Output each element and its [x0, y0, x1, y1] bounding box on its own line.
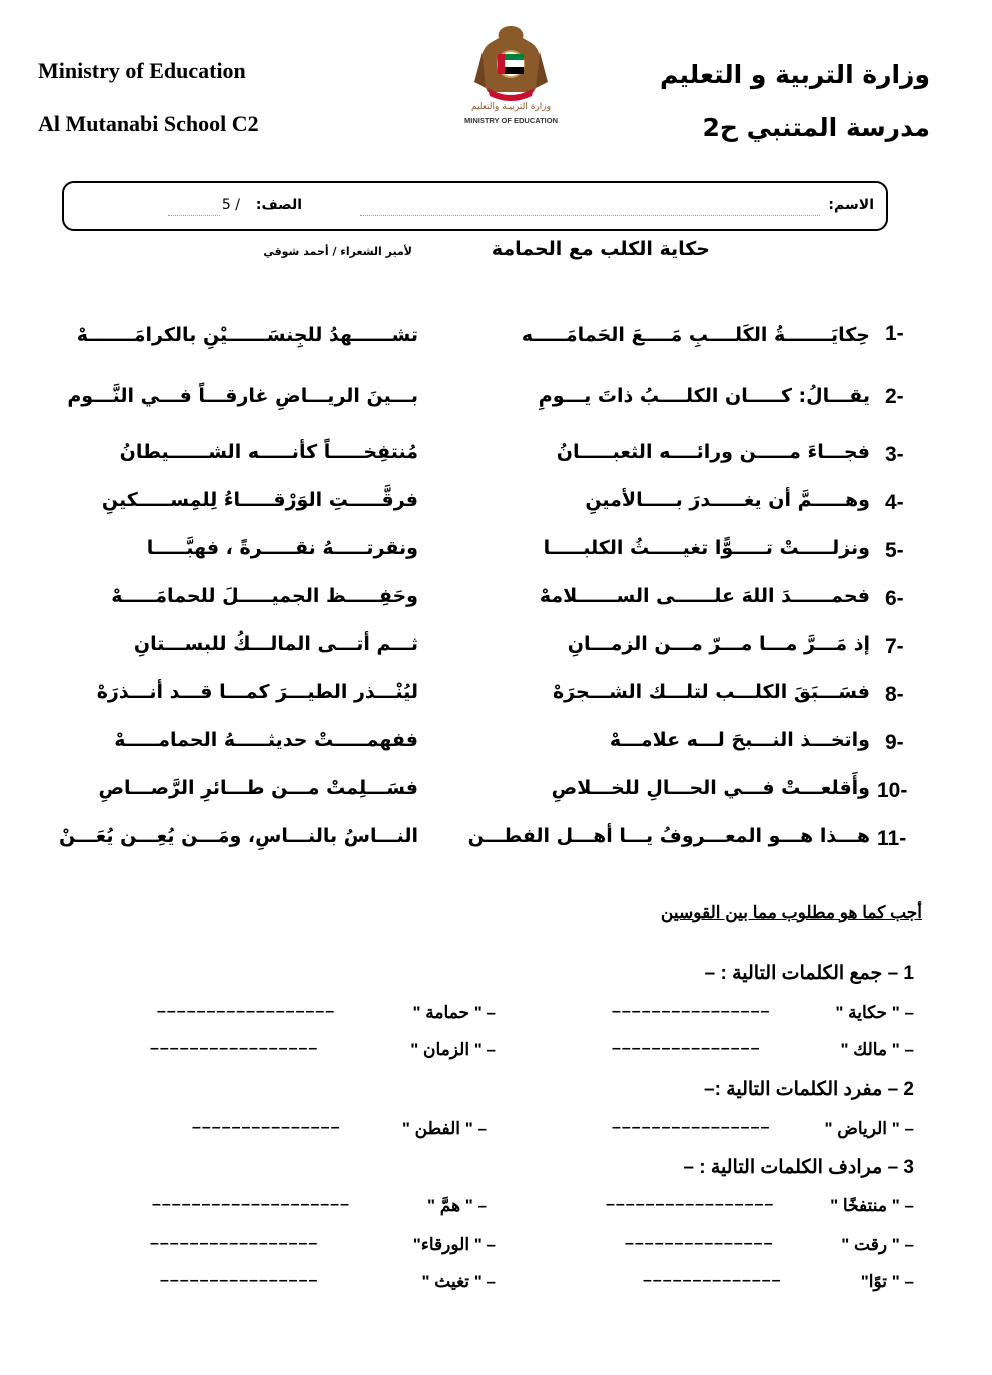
- answer-blank[interactable]: ––––––––––––––––: [612, 1119, 771, 1136]
- verse-number: 2-: [885, 385, 904, 408]
- class-value: 5 /: [221, 197, 240, 213]
- name-label: الاسم:: [828, 197, 874, 213]
- verse-number: 9-: [885, 731, 904, 754]
- verse-number: 5-: [885, 539, 904, 562]
- school-name-ar: مدرسة المتنبي ح2: [702, 113, 930, 142]
- answer-blank[interactable]: ––––––––––––––––: [160, 1272, 319, 1289]
- answer-blank[interactable]: –––––––––––––––––: [606, 1196, 775, 1213]
- verse-second-hemistich: ثـــم أتـــى المالـــكُ للبســـتانِ: [133, 633, 418, 655]
- answer-blank[interactable]: ––––––––––––––: [643, 1272, 782, 1289]
- poem-title: حكاية الكلب مع الحمامة: [491, 238, 710, 260]
- verse-second-hemistich: تشــــــهدُ للجِنسَــــــيْنِ بالكرامَـــــــهْ: [76, 324, 418, 346]
- question-3-title: 3 – مرادف الكلمات التالية : –: [683, 1157, 914, 1178]
- q3-word: – " تغيث ": [421, 1272, 496, 1291]
- ministry-logo: [452, 22, 570, 130]
- ministry-name-ar: وزارة التربية و التعليم: [659, 60, 930, 89]
- verse-first-hemistich: هـــذا هـــو المعـــروفُ يـــا أهـــل الفطـــن: [467, 825, 870, 847]
- school-name-en: Al Mutanabi School C2: [38, 111, 259, 136]
- verse-second-hemistich: ونقرتـــــهُ نقـــــرةً ، فهبَّـــــا: [146, 537, 418, 559]
- answer-blank[interactable]: –––––––––––––––––: [150, 1040, 319, 1057]
- exercise-instruction: أجب كما هو مطلوب مما بين القوسين: [660, 903, 922, 922]
- verse-first-hemistich: فجـــاءَ مـــــن ورائــــه الثعبـــــانُ: [556, 441, 870, 463]
- verse-second-hemistich: فسَـــلِمتْ مـــن طـــائرِ الرَّصـــاصِ: [98, 777, 418, 799]
- q1-word: – " مالك ": [840, 1040, 914, 1059]
- verse-first-hemistich: إذ مَـــرَّ مـــا مـــرّ مـــن الزمـــانِ: [567, 633, 870, 655]
- student-info-box: [62, 181, 888, 231]
- question-1-title: 1 – جمع الكلمات التالية : –: [704, 963, 914, 984]
- logo-caption-en: MINISTRY OF EDUCATION: [463, 116, 559, 125]
- verse-second-hemistich: وحَفِـــــظ الجميـــــلَ للحمامَـــــهْ: [111, 585, 418, 607]
- q1-word: – " حكاية ": [835, 1003, 914, 1022]
- verse-number: 8-: [885, 683, 904, 706]
- verse-second-hemistich: ليُنْـــذر الطيـــرَ كمـــا قـــد أنـــذرَهْ: [96, 681, 418, 703]
- verse-second-hemistich: ففهمـــــتْ حديثـــــهُ الحمامـــــهْ: [114, 729, 418, 751]
- q2-word: – " الرياض ": [824, 1119, 914, 1138]
- name-field[interactable]: [360, 215, 820, 216]
- question-2-title: 2 – مفرد الكلمات التالية :–: [704, 1079, 914, 1100]
- verse-second-hemistich: بـــينَ الريـــاضِ غارقـــاً فـــي النَّـــوم: [67, 385, 418, 407]
- logo-caption-ar: وزارة التربيـة والتعليم: [471, 102, 551, 112]
- verse-number: 1-: [885, 322, 904, 345]
- q3-word: – " رقت ": [841, 1235, 914, 1254]
- verse-first-hemistich: وهـــــمَّ أن يغـــــدرَ بـــــالأمينِ: [585, 489, 870, 511]
- verse-first-hemistich: حِكايَـــــــةُ الكَلــــبِ مَــــعَ الحَمامَـــــه: [521, 324, 870, 346]
- answer-blank[interactable]: ––––––––––––––––: [612, 1003, 771, 1020]
- answer-blank[interactable]: –––––––––––––––: [612, 1040, 761, 1057]
- q2-word: – " الفطن ": [401, 1119, 487, 1138]
- q3-word: – " الورقاء": [412, 1235, 496, 1254]
- verse-first-hemistich: يقـــالُ: كـــــان الكلــــبُ ذاتَ يـــومِ: [538, 385, 870, 407]
- answer-blank[interactable]: ––––––––––––––––––––: [152, 1196, 350, 1213]
- answer-blank[interactable]: –––––––––––––––: [625, 1235, 774, 1252]
- verse-second-hemistich: النـــاسُ بالنـــاسِ، ومَـــن يُعِـــن يُعَـــنْ: [59, 825, 418, 847]
- eagle-emblem-icon: [452, 22, 570, 102]
- poem-author: لأمير الشعراء / أحمد شوقي: [263, 245, 412, 258]
- answer-blank[interactable]: ––––––––––––––––––: [157, 1003, 336, 1020]
- verse-second-hemistich: فرقَّـــــتِ الوَرْقـــــاءُ لِلمِســـــكينِ: [101, 489, 418, 511]
- verse-first-hemistich: وأَقلعـــتْ فـــي الحـــالِ للخـــلاصِ: [551, 777, 870, 799]
- q3-word: – " توًا": [860, 1272, 914, 1291]
- q3-word: – " همَّ ": [426, 1196, 487, 1215]
- verse-number: 6-: [885, 587, 904, 610]
- answer-blank[interactable]: –––––––––––––––: [192, 1119, 341, 1136]
- class-section-field[interactable]: [168, 215, 220, 216]
- verse-number: 7-: [885, 635, 904, 658]
- verse-second-hemistich: مُنتفِخـــــاً كأنـــــه الشــــــيطانُ: [119, 441, 418, 463]
- verse-first-hemistich: فحمــــــدَ اللهَ علــــــى الســــــلامهْ: [539, 585, 870, 607]
- verse-first-hemistich: واتخـــذ النـــبحَ لـــه علامـــهْ: [609, 729, 870, 751]
- q1-word: – " حمامة ": [412, 1003, 496, 1022]
- class-label: الصف:: [255, 197, 302, 213]
- verse-number: 10-: [877, 779, 908, 802]
- verse-number: 11-: [877, 827, 907, 850]
- ministry-name-en: Ministry of Education: [38, 58, 246, 83]
- verse-number: 4-: [885, 491, 904, 514]
- answer-blank[interactable]: –––––––––––––––––: [150, 1235, 319, 1252]
- q3-word: – " منتفخًا ": [830, 1196, 914, 1215]
- q1-word: – " الزمان ": [410, 1040, 496, 1059]
- verse-number: 3-: [885, 443, 904, 466]
- verse-first-hemistich: فسَـــبَقَ الكلـــب لتلـــك الشـــجرَهْ: [552, 681, 870, 703]
- verse-first-hemistich: ونزلـــــتْ تـــــوًّا تغيـــــثُ الكلبـــــا: [543, 537, 870, 559]
